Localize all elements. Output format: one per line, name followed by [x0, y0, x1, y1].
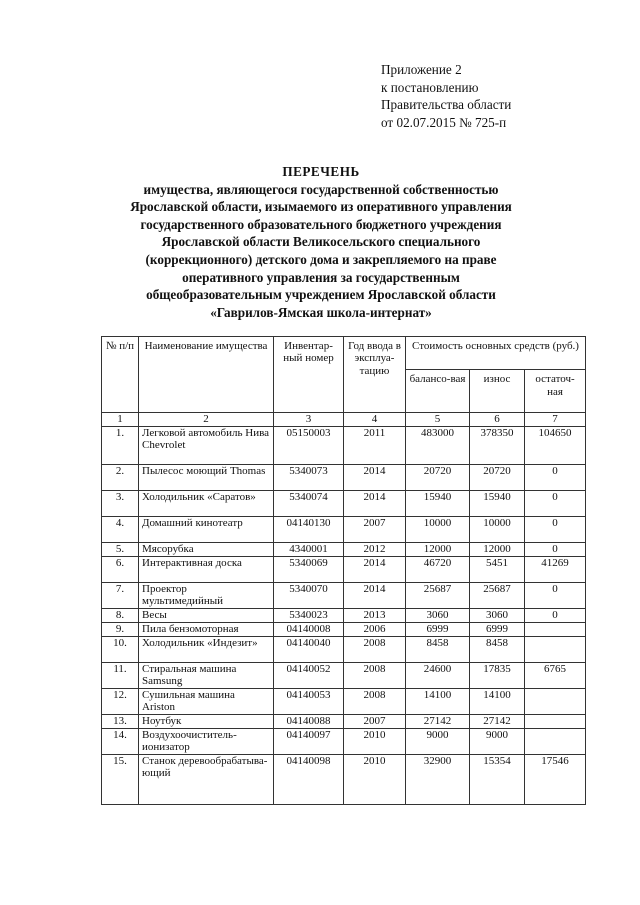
- column-number: 6: [470, 413, 525, 427]
- cell-inventory: 04140053: [274, 689, 344, 715]
- property-table: [101, 336, 586, 805]
- cell-residual: [525, 637, 586, 663]
- cell-num: 12.: [102, 689, 139, 715]
- cell-inventory: 04140098: [274, 755, 344, 805]
- title-line: государственного образовательного бюджетного учреждения: [140, 216, 502, 232]
- cell-name: Мясорубка: [139, 543, 274, 557]
- cell-wear: 378350: [470, 427, 525, 465]
- title-line: имущества, являющегося государственной собственностью: [143, 181, 499, 197]
- cell-num: 6.: [102, 557, 139, 583]
- cell-residual: 6765: [525, 663, 586, 689]
- cell-wear: 10000: [470, 517, 525, 543]
- cell-inventory: 04140097: [274, 729, 344, 755]
- title-line: Ярославской области Великосельского специального: [161, 234, 481, 250]
- cell-residual: [525, 729, 586, 755]
- cell-balance: 6999: [406, 623, 470, 637]
- appendix-line: к постановлению: [381, 79, 479, 95]
- cell-num: 4.: [102, 517, 139, 543]
- cell-wear: 27142: [470, 715, 525, 729]
- cell-residual: 0: [525, 491, 586, 517]
- header-balance: балансо-вая: [406, 370, 470, 413]
- cell-year: 2014: [344, 557, 406, 583]
- cell-num: 3.: [102, 491, 139, 517]
- title-line: (коррекционного) детского дома и закрепляемого на праве: [145, 251, 497, 267]
- cell-num: 9.: [102, 623, 139, 637]
- cell-wear: 20720: [470, 465, 525, 491]
- cell-num: 11.: [102, 663, 139, 689]
- cell-year: 2014: [344, 583, 406, 609]
- table-row: [102, 663, 586, 689]
- cell-residual: [525, 689, 586, 715]
- cell-year: 2010: [344, 755, 406, 805]
- cell-name: Ноутбук: [139, 715, 274, 729]
- column-numbers-row: [102, 413, 586, 427]
- cell-residual: 0: [525, 583, 586, 609]
- column-number: 7: [525, 413, 586, 427]
- cell-inventory: 4340001: [274, 543, 344, 557]
- appendix-line: от 02.07.2015 № 725-п: [381, 114, 507, 130]
- cell-balance: 20720: [406, 465, 470, 491]
- cell-name: Сушильная машина Ariston: [139, 689, 274, 715]
- cell-num: 7.: [102, 583, 139, 609]
- document-title: [100, 163, 542, 321]
- cell-name: Холодильник «Саратов»: [139, 491, 274, 517]
- cell-year: 2010: [344, 729, 406, 755]
- column-number: 4: [344, 413, 406, 427]
- cell-wear: 6999: [470, 623, 525, 637]
- table-row: [102, 623, 586, 637]
- cell-num: 15.: [102, 755, 139, 805]
- cell-name: Станок деревообрабатыва-ющий: [139, 755, 274, 805]
- cell-wear: 17835: [470, 663, 525, 689]
- header-wear: износ: [470, 370, 525, 413]
- cell-num: 1.: [102, 427, 139, 465]
- cell-balance: 25687: [406, 583, 470, 609]
- appendix-line: Приложение 2: [381, 62, 462, 77]
- cell-balance: 12000: [406, 543, 470, 557]
- cell-name: Весы: [139, 609, 274, 623]
- column-number: 3: [274, 413, 344, 427]
- cell-residual: 0: [525, 517, 586, 543]
- cell-num: 2.: [102, 465, 139, 491]
- table-row: [102, 583, 586, 609]
- cell-year: 2008: [344, 663, 406, 689]
- cell-wear: 12000: [470, 543, 525, 557]
- table-row: [102, 609, 586, 623]
- cell-balance: 10000: [406, 517, 470, 543]
- cell-inventory: 05150003: [274, 427, 344, 465]
- title-line: общеобразовательным учреждением Ярославской области: [146, 287, 496, 303]
- cell-year: 2008: [344, 689, 406, 715]
- cell-residual: 104650: [525, 427, 586, 465]
- cell-year: 2006: [344, 623, 406, 637]
- table-row: [102, 557, 586, 583]
- cell-residual: 17546: [525, 755, 586, 805]
- cell-balance: 9000: [406, 729, 470, 755]
- title-line: Ярославской области, изымаемого из оперативного управления: [130, 199, 512, 215]
- table-row: [102, 465, 586, 491]
- table-row: [102, 543, 586, 557]
- cell-name: Проектор мультимедийный: [139, 583, 274, 609]
- cell-year: 2012: [344, 543, 406, 557]
- header-year: Год ввода в эксплуа-тацию: [344, 337, 406, 413]
- cell-inventory: 5340074: [274, 491, 344, 517]
- cell-num: 14.: [102, 729, 139, 755]
- appendix-line: Правительства области: [381, 97, 512, 112]
- header-residual: остаточ-ная: [525, 370, 586, 413]
- cell-num: 13.: [102, 715, 139, 729]
- table-row: [102, 517, 586, 543]
- column-number: 2: [139, 413, 274, 427]
- cell-balance: 3060: [406, 609, 470, 623]
- cell-balance: 46720: [406, 557, 470, 583]
- cell-name: Воздухоочиститель-ионизатор: [139, 729, 274, 755]
- cell-inventory: 5340023: [274, 609, 344, 623]
- cell-name: Пылесос моющий Thomas: [139, 465, 274, 491]
- table-row: [102, 689, 586, 715]
- cell-balance: 14100: [406, 689, 470, 715]
- cell-wear: 9000: [470, 729, 525, 755]
- cell-year: 2014: [344, 491, 406, 517]
- table-row: [102, 729, 586, 755]
- cell-year: 2011: [344, 427, 406, 465]
- title-line: «Гаврилов-Ямская школа-интернат»: [210, 304, 432, 320]
- cell-balance: 27142: [406, 715, 470, 729]
- cell-inventory: 5340073: [274, 465, 344, 491]
- cell-inventory: 04140088: [274, 715, 344, 729]
- cell-balance: 15940: [406, 491, 470, 517]
- header-inventory: Инвентар-ный номер: [274, 337, 344, 413]
- cell-name: Пила бензомоторная: [139, 623, 274, 637]
- cell-name: Легковой автомобиль Нива Chevrolet: [139, 427, 274, 465]
- cell-balance: 32900: [406, 755, 470, 805]
- cell-residual: 0: [525, 465, 586, 491]
- cell-name: Интерактивная доска: [139, 557, 274, 583]
- table-row: [102, 637, 586, 663]
- cell-name: Холодильник «Индезит»: [139, 637, 274, 663]
- cell-inventory: 5340070: [274, 583, 344, 609]
- cell-inventory: 04140130: [274, 517, 344, 543]
- header-cost: Стоимость основных средств (руб.): [406, 337, 586, 370]
- title-line: оперативного управления за государственным: [182, 269, 460, 285]
- cell-residual: [525, 715, 586, 729]
- appendix-note: [381, 61, 511, 131]
- cell-wear: 15940: [470, 491, 525, 517]
- cell-name: Домашний кинотеатр: [139, 517, 274, 543]
- table-row: [102, 715, 586, 729]
- cell-wear: 3060: [470, 609, 525, 623]
- header-num: № п/п: [102, 337, 139, 413]
- cell-wear: 8458: [470, 637, 525, 663]
- cell-balance: 8458: [406, 637, 470, 663]
- cell-name: Стиральная машина Samsung: [139, 663, 274, 689]
- cell-wear: 14100: [470, 689, 525, 715]
- cell-year: 2014: [344, 465, 406, 491]
- cell-num: 8.: [102, 609, 139, 623]
- cell-inventory: 04140008: [274, 623, 344, 637]
- cell-residual: 0: [525, 609, 586, 623]
- cell-num: 5.: [102, 543, 139, 557]
- cell-year: 2008: [344, 637, 406, 663]
- cell-year: 2007: [344, 517, 406, 543]
- cell-year: 2007: [344, 715, 406, 729]
- cell-wear: 25687: [470, 583, 525, 609]
- cell-residual: [525, 623, 586, 637]
- cell-inventory: 04140052: [274, 663, 344, 689]
- cell-residual: 0: [525, 543, 586, 557]
- cell-wear: 5451: [470, 557, 525, 583]
- cell-year: 2013: [344, 609, 406, 623]
- cell-wear: 15354: [470, 755, 525, 805]
- column-number: 5: [406, 413, 470, 427]
- column-number: 1: [102, 413, 139, 427]
- cell-residual: 41269: [525, 557, 586, 583]
- cell-inventory: 5340069: [274, 557, 344, 583]
- cell-num: 10.: [102, 637, 139, 663]
- cell-balance: 24600: [406, 663, 470, 689]
- cell-balance: 483000: [406, 427, 470, 465]
- table-row: [102, 755, 586, 805]
- cell-inventory: 04140040: [274, 637, 344, 663]
- title-heading: ПЕРЕЧЕНЬ: [282, 164, 360, 179]
- table-row: [102, 491, 586, 517]
- table-row: [102, 427, 586, 465]
- header-name: Наименование имущества: [139, 337, 274, 413]
